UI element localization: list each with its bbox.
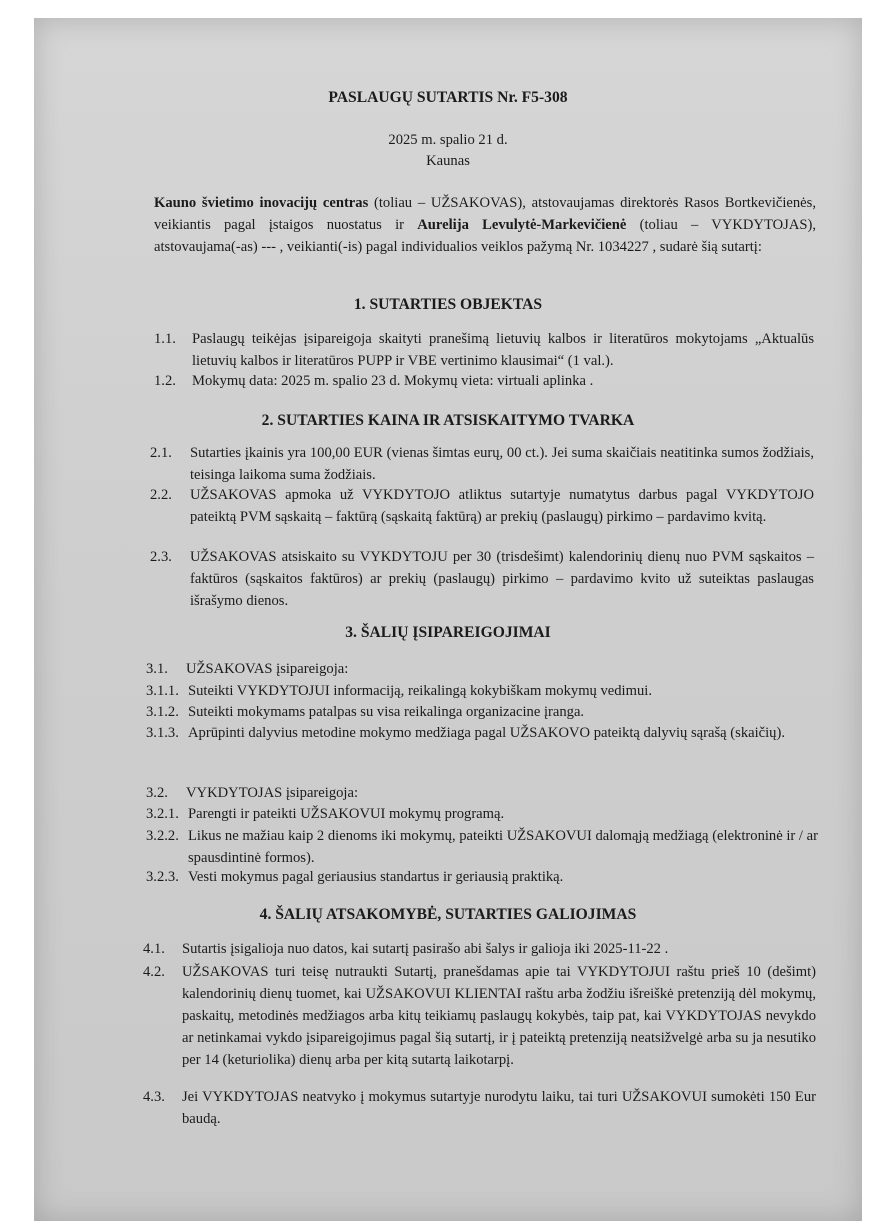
clause-number: 2.2.: [150, 487, 172, 503]
clause-text: Vesti mokymus pagal geriausius standartus ir geriausią praktiką.: [188, 869, 564, 885]
clause-text: Suteikti mokymams patalpas su visa reikalinga organizacine įranga.: [188, 704, 585, 720]
section-2-heading: 2. SUTARTIES KAINA IR ATSISKAITYMO TVARKA: [261, 412, 635, 429]
clause-text: Likus ne mažiau kaip 2 dienoms iki mokymų, pateikti UŽSAKOVUI dalomąją medžiagą (elektroninė ir / ar spausdintinė formos).: [188, 828, 818, 866]
document-title: PASLAUGŲ SUTARTIS Nr. F5-308: [328, 89, 568, 106]
clause-text: Suteikti VYKDYTOJUI informaciją, reikalingą kokybiškam mokymų vedimui.: [188, 683, 652, 699]
intro-text-2: (toliau – VYKDYTOJAS), atstovaujama(-as) --- , veikianti(-is) pagal individualios veiklos pažymą Nr. 1034227 , sudarė šią sutartį:: [154, 217, 816, 255]
section-1-heading: 1. SUTARTIES OBJEKTAS: [353, 296, 543, 313]
clause-text: Parengti ir pateikti UŽSAKOVUI mokymų programą.: [188, 806, 505, 822]
document-city: Kaunas: [426, 153, 470, 169]
clause-text: Paslaugų teikėjas įsipareigoja skaityti pranešimą lietuvių kalbos ir literatūros mokytojams „Aktualūs lietuvių kalbos ir literatūros PUPP ir VBE vertinimo klausimai“ (1 val.).: [192, 331, 814, 369]
clause-number: 2.3.: [150, 549, 172, 565]
clause-number: 4.3.: [143, 1089, 165, 1105]
clause-number: 3.2.: [146, 785, 168, 801]
clause-number: 2.1.: [150, 445, 172, 461]
contractor-name: Aurelija Levulytė-Markevičienė: [417, 217, 627, 233]
intro-paragraph: [154, 192, 816, 258]
clause-text: Aprūpinti dalyvius metodine mokymo medžiaga pagal UŽSAKOVO pateiktą dalyvių sąrašą (skaičių).: [188, 725, 785, 741]
clause-text: Mokymų data: 2025 m. spalio 23 d. Mokymų vieta: virtuali aplinka .: [192, 373, 594, 389]
clause-number: 3.1.3.: [146, 725, 179, 741]
clause-text: UŽSAKOVAS turi teisę nutraukti Sutartį, pranešdamas apie tai VYKDYTOJUI raštu prieš 10 (dešimt) kalendorinių dienų tuomet, kai UŽSAKOVUI KLIENTAI raštu arba žodžiu išreiškė pretenziją dėl mokymų, paskaitų, metodinės medžiagos arba kitų teikiamų paslaugų kokybės, taip pat, kai VYKDYTOJAS nevykdo ar netinkamai vykdo įsipareigojimus pagal šią sutartį, ir į pateiktą pretenziją neatsižvelgė arba su ja nesutiko per 14 (keturiolika) dienų arba per kitą sutartą laikotarpį.: [182, 964, 816, 1068]
clause-text: UŽSAKOVAS įsipareigoja:: [186, 661, 349, 677]
clause-number: 3.1.2.: [146, 704, 179, 720]
section-3-heading: 3. ŠALIŲ ĮSIPAREIGOJIMAI: [345, 624, 551, 641]
clause-number: 3.2.2.: [146, 828, 179, 844]
clause-number: 4.2.: [143, 964, 165, 980]
clause-text: VYKDYTOJAS įsipareigoja:: [186, 785, 359, 801]
clause-number: 1.1.: [154, 331, 176, 347]
clause-number: 3.2.1.: [146, 806, 179, 822]
clause-number: 1.2.: [154, 373, 176, 389]
document-date: 2025 m. spalio 21 d.: [388, 132, 508, 148]
clause-text: UŽSAKOVAS atsiskaito su VYKDYTOJU per 30 (trisdešimt) kalendorinių dienų nuo PVM sąskaitos – faktūros (sąskaitos faktūros) ar prekių (paslaugų) pirkimo – pardavimo kvito už suteiktas paslaugas išrašymo dienos.: [190, 549, 814, 609]
clause-text: UŽSAKOVAS apmoka už VYKDYTOJO atliktus sutartyje numatytus darbus pagal VYKDYTOJO pateiktą PVM sąskaitą – faktūrą (sąskaitą faktūrą) ar prekių (paslaugų) pirkimo – pardavimo kvitą.: [190, 487, 814, 525]
clause-number: 4.1.: [143, 941, 165, 957]
section-4-heading: 4. ŠALIŲ ATSAKOMYBĖ, SUTARTIES GALIOJIMAS: [259, 906, 637, 923]
customer-name: Kauno švietimo inovacijų centras: [154, 195, 369, 211]
clause-number: 3.1.1.: [146, 683, 179, 699]
clause-number: 3.1.: [146, 661, 168, 677]
clause-text: Sutartis įsigalioja nuo datos, kai sutartį pasirašo abi šalys ir galioja iki 2025-11-22 .: [182, 941, 669, 957]
clause-text: Jei VYKDYTOJAS neatvyko į mokymus sutartyje nurodytu laiku, tai turi UŽSAKOVUI sumokėti 150 Eur baudą.: [182, 1089, 816, 1127]
intro-text-1: (toliau – UŽSAKOVAS), atstovaujamas direktorės Rasos Bortkevičienės, veikiantis pagal įstaigos nuostatus ir: [154, 195, 816, 233]
clause-number: 3.2.3.: [146, 869, 179, 885]
clause-text: Sutarties įkainis yra 100,00 EUR (vienas šimtas eurų, 00 ct.). Jei suma skaičiais neatitinka sumos žodžiais, teisinga laikoma suma žodžiais.: [190, 445, 814, 483]
